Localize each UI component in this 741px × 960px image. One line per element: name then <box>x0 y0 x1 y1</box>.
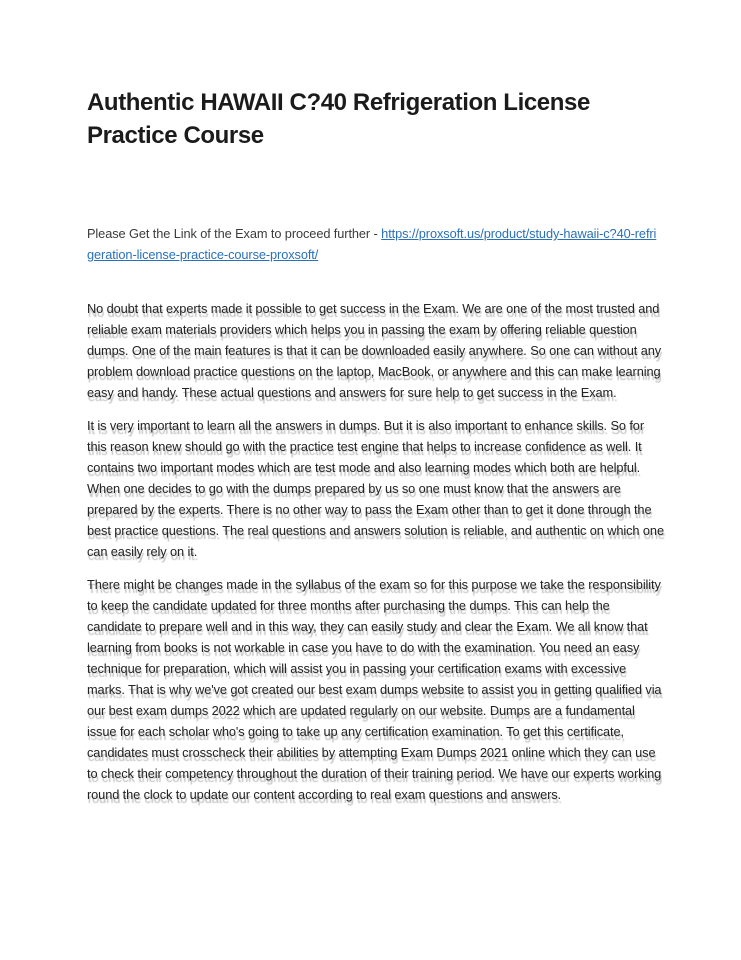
page-title-line-1: Authentic HAWAII C?40 Refrigeration License <box>87 89 590 116</box>
document-body <box>87 298 665 805</box>
page-title <box>87 86 661 152</box>
exam-link-intro-text: Please Get the Link of the Exam to proceed further - <box>87 226 382 241</box>
exam-link[interactable]: https://proxsoft.us/product/study-hawaii-c?40-refrigeration-license-practice-course-proxsoft/ <box>87 226 657 262</box>
page-title-line-2: Practice Course <box>87 122 264 149</box>
exam-link-paragraph <box>87 223 662 265</box>
paragraph-1: No doubt that experts made it possible to get success in the Exam. We are one of the most trusted and reliable exam materials providers which helps you in passing the exam by offering reliable question dumps. One of the main features is that it can be downloaded easily anywhere. So one can without any problem download practice questions on the laptop, MacBook, or anywhere and this can make learning easy and handy. These actual questions and answers for sure help to get success in the Exam. <box>87 301 662 400</box>
paragraph-2: It is very important to learn all the answers in dumps. But it is also important to enhance skills. So for this reason knew should go with the practice test engine that helps to increase confidence as well. It contains two important modes which are test mode and also learning modes which both are helpful. When one decides to go with the dumps prepared by us so one must know that the answers are prepared by the experts. There is no other way to pass the Exam other than to get it done through the best practice questions. The real questions and answers solution is reliable, and authentic on which one can easily rely on it. <box>87 418 664 559</box>
paragraph-3: There might be changes made in the syllabus of the exam so for this purpose we take the responsibility to keep the candidate updated for three months after purchasing the dumps. This can help the candidate to prepare well and in this way, they can easily study and clear the Exam. We all know that learning from books is not workable in case you have to do with the examination. You need an easy technique for preparation, which will assist you in passing your certification exams with excessive marks. That is why we've got created our best exam dumps website to assist you in getting qualified via our best exam dumps 2022 which are updated regularly on our website. Dumps are a fundamental issue for each scholar who's going to take up any certification examination. To get this certificate, candidates must crosscheck their abilities by attempting Exam Dumps 2021 online which they can use to check their competency throughout the duration of their training period. We have our experts working round the clock to update our content according to real exam questions and answers. <box>87 577 662 802</box>
